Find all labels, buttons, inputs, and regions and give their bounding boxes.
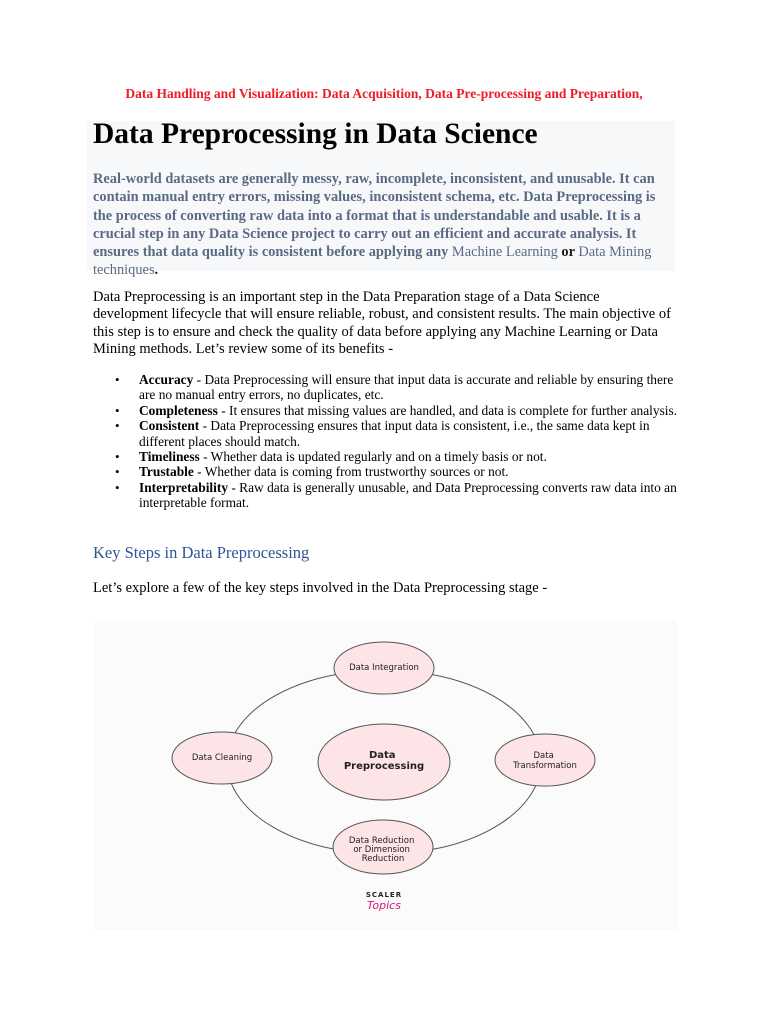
document-top-heading: Data Handling and Visualization: Data Acquisition, Data Pre-processing and Preparation, xyxy=(125,86,643,101)
scaler-topics-logo xyxy=(366,891,402,912)
data-mining-link[interactable]: Data Mining techniques xyxy=(93,244,652,279)
bullet-icon: • xyxy=(115,372,120,387)
bullet-icon: • xyxy=(115,479,120,495)
benefit-description: - Data Preprocessing ensures that input data is consistent, i.e., the same data kept in different places should match. xyxy=(139,418,650,449)
intro-main-text: Real-world datasets are generally messy, raw, incomplete, inconsistent, and unusable. It can contain manual entry errors, missing values, inconsistent schema, etc. Data Preprocessing is the process of converting raw data into a format that is understandable and usable. It is a crucial step in any Data Science project to carry out an efficient and accurate analysis. It ensures that data quality is consistent before applying any xyxy=(93,171,656,261)
benefit-description: - Raw data is generally unusable, and Data Preprocessing converts raw data into an interpretable format. xyxy=(139,479,677,511)
list-item xyxy=(93,449,678,464)
benefit-term: Trustable xyxy=(139,464,194,480)
benefit-description: - It ensures that missing values are handled, and data is complete for further analysis. xyxy=(217,402,678,418)
benefit-term: Consistent xyxy=(139,418,200,434)
list-item xyxy=(93,464,678,479)
benefits-list xyxy=(93,372,678,511)
page-title: Data Preprocessing in Data Science xyxy=(93,118,538,150)
list-item xyxy=(93,418,678,449)
benefit-term: Interpretability xyxy=(139,479,229,495)
benefit-term: Timeliness xyxy=(139,449,200,465)
logo-bottom-text: Topics xyxy=(367,899,401,912)
intro-paragraph xyxy=(93,170,677,280)
body-paragraph: Data Preprocessing is an important step in the Data Preparation stage of a Data Science development lifecycle that will ensure reliable, robust, and consistent results. The main objective of this step is to ensure and check the quality of data before applying any Machine Learning or Data Mining methods. Let’s review some of its benefits - xyxy=(93,289,671,358)
bottom-node-label-line: Reduction xyxy=(361,854,405,864)
benefit-description: - Data Preprocessing will ensure that input data is accurate and reliable by ensuring there are no manual entry errors, no duplicates, etc. xyxy=(139,372,674,403)
bullet-icon: • xyxy=(115,449,120,465)
explore-paragraph: Let’s explore a few of the key steps involved in the Data Preprocessing stage - xyxy=(93,580,548,596)
right-node-label-line: Transformation xyxy=(513,761,577,771)
logo-top-text: SCALER xyxy=(365,891,403,899)
benefit-term: Completeness xyxy=(139,402,218,418)
preprocessing-diagram xyxy=(94,620,677,930)
right-node-label-line: Data xyxy=(533,751,554,761)
bullet-icon: • xyxy=(115,418,120,434)
bullet-icon: • xyxy=(115,464,120,480)
intro-period: . xyxy=(154,262,159,279)
bottom-node-label-line: or Dimension xyxy=(353,845,410,855)
benefit-description: - Whether data is updated regularly and on a timely basis or not. xyxy=(199,449,547,465)
section-heading: Key Steps in Data Preprocessing xyxy=(93,543,310,562)
bottom-node-label-line: Data Reduction xyxy=(348,836,415,846)
benefit-term: Accuracy xyxy=(139,372,194,387)
list-item xyxy=(93,372,678,403)
intro-connector: or xyxy=(561,244,575,261)
machine-learning-link[interactable]: Machine Learning xyxy=(451,244,558,261)
list-item xyxy=(93,480,678,511)
bullet-icon: • xyxy=(115,402,120,418)
benefit-description: - Whether data is coming from trustworthy sources or not. xyxy=(193,464,509,480)
left-node-label: Data Cleaning xyxy=(191,753,253,763)
top-node-label: Data Integration xyxy=(349,663,419,673)
list-item xyxy=(93,403,678,418)
center-label-line: Data xyxy=(368,750,396,761)
diagram-svg xyxy=(94,620,677,930)
center-label-line: Preprocessing xyxy=(343,761,425,772)
